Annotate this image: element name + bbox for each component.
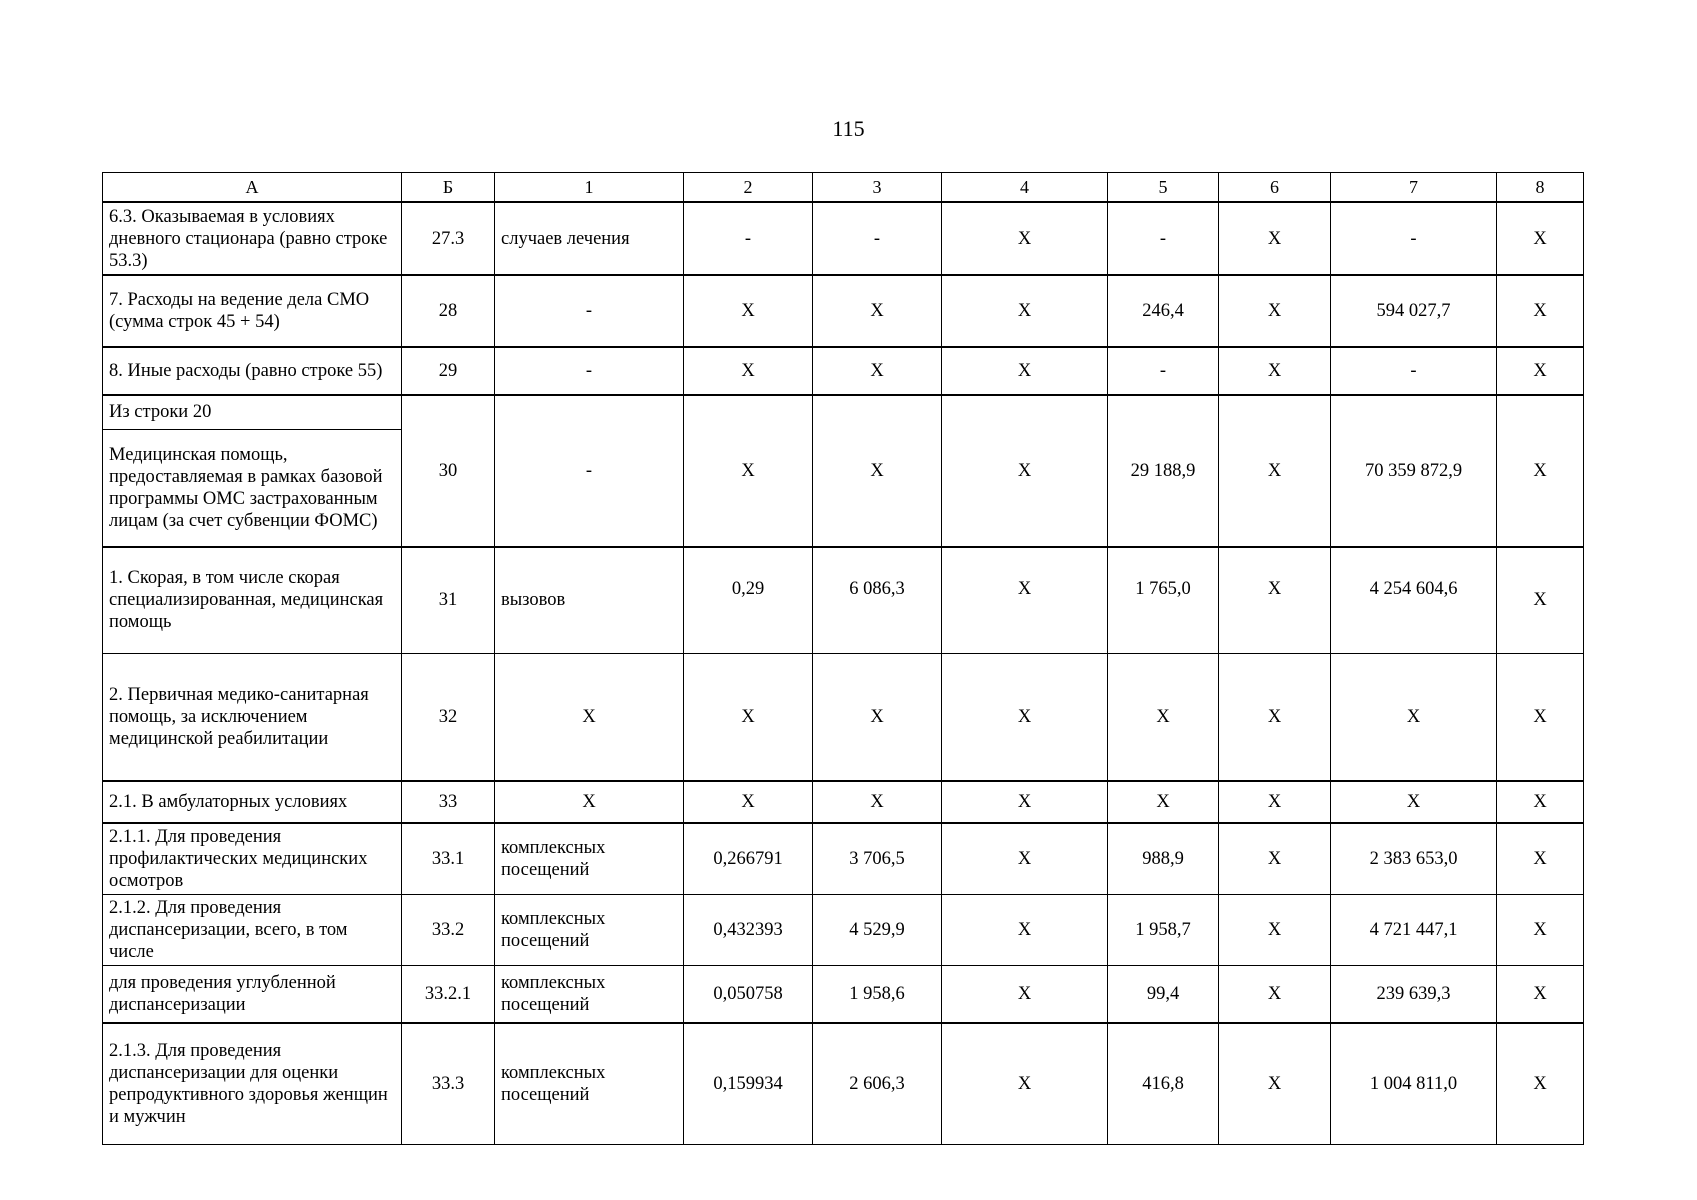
row-code: 33 [402,781,495,823]
row-unit: комплексных посещений [495,965,684,1023]
cell-col4: Х [942,275,1108,347]
cell-col6: Х [1219,202,1331,275]
table-row [103,781,1584,823]
cell-col3: Х [813,653,942,781]
cell-col4: Х [942,965,1108,1023]
cell-col6: Х [1219,275,1331,347]
row-name: 1. Скорая, в том числе скорая специализированная, медицинская помощь [103,547,402,653]
table-row [103,653,1584,781]
row-name: для проведения углубленной диспансеризации [103,965,402,1023]
cell-col7: - [1331,347,1497,395]
row-name: 7. Расходы на ведение дела СМО (сумма строк 45 + 54) [103,275,402,347]
row-code: 33.3 [402,1023,495,1144]
row-name: 8. Иные расходы (равно строке 55) [103,347,402,395]
cell-col4: Х [942,547,1108,653]
cell-col7: 1 004 811,0 [1331,1023,1497,1144]
cell-col3: Х [813,347,942,395]
cell-col8: Х [1497,894,1584,965]
data-table [102,172,1584,1145]
table-row [103,965,1584,1023]
cell-col8: Х [1497,202,1584,275]
cell-col7: 2 383 653,0 [1331,823,1497,894]
cell-col5: 1 765,0 [1108,547,1219,653]
cell-col6: Х [1219,823,1331,894]
cell-col6: Х [1219,894,1331,965]
header-cell: А [103,173,402,203]
row-name: Медицинская помощь, предоставляемая в рамках базовой программы ОМС застрахованным лицам (за счет субвенции ФОМС) [103,429,402,547]
cell-col7: 239 639,3 [1331,965,1497,1023]
header-cell: 8 [1497,173,1584,203]
row-unit: вызовов [495,547,684,653]
cell-col8: Х [1497,1023,1584,1144]
cell-col2: Х [684,347,813,395]
row-unit: - [495,275,684,347]
cell-col8: Х [1497,547,1584,653]
row-code: 33.2 [402,894,495,965]
cell-col3: 3 706,5 [813,823,942,894]
row-unit: Х [495,781,684,823]
row-unit: комплексных посещений [495,823,684,894]
row-code: 31 [402,547,495,653]
table-row [103,347,1584,395]
cell-col2: 0,29 [684,547,813,653]
cell-col8: Х [1497,347,1584,395]
row-code: 27.3 [402,202,495,275]
cell-col3: Х [813,275,942,347]
cell-col8: Х [1497,781,1584,823]
cell-col7: 70 359 872,9 [1331,395,1497,547]
cell-col4: Х [942,781,1108,823]
cell-col3: Х [813,395,942,547]
cell-col5: 29 188,9 [1108,395,1219,547]
cell-col4: Х [942,347,1108,395]
table-row [103,547,1584,653]
cell-col2: 0,432393 [684,894,813,965]
row-code: 29 [402,347,495,395]
cell-col8: Х [1497,275,1584,347]
row-code: 33.2.1 [402,965,495,1023]
cell-col3: Х [813,781,942,823]
cell-col3: 1 958,6 [813,965,942,1023]
row-code: 32 [402,653,495,781]
cell-col2: Х [684,395,813,547]
cell-col2: 0,050758 [684,965,813,1023]
row-unit: Х [495,653,684,781]
cell-col3: 2 606,3 [813,1023,942,1144]
header-cell: 2 [684,173,813,203]
cell-col8: Х [1497,823,1584,894]
cell-col7: Х [1331,781,1497,823]
cell-col5: 246,4 [1108,275,1219,347]
cell-col2: Х [684,653,813,781]
cell-col8: Х [1497,965,1584,1023]
cell-col4: Х [942,1023,1108,1144]
cell-col5: Х [1108,781,1219,823]
row-code: 28 [402,275,495,347]
row-name: 2.1.1. Для проведения профилактических медицинских осмотров [103,823,402,894]
header-cell: 5 [1108,173,1219,203]
cell-col3: - [813,202,942,275]
header-cell: 1 [495,173,684,203]
row-name: 6.3. Оказываемая в условиях дневного стационара (равно строке 53.3) [103,202,402,275]
cell-col6: Х [1219,1023,1331,1144]
cell-col2: 0,266791 [684,823,813,894]
row-name: 2.1.3. Для проведения диспансеризации для оценки репродуктивного здоровья женщин и мужчин [103,1023,402,1144]
row-prefix: Из строки 20 [103,395,402,429]
page-number: 115 [832,116,865,141]
table-row [103,395,1584,429]
cell-col7: 4 254 604,6 [1331,547,1497,653]
cell-col5: 988,9 [1108,823,1219,894]
cell-col7: 594 027,7 [1331,275,1497,347]
row-name: 2.1. В амбулаторных условиях [103,781,402,823]
header-row [103,173,1584,203]
header-cell: 4 [942,173,1108,203]
row-unit: случаев лечения [495,202,684,275]
cell-col5: 1 958,7 [1108,894,1219,965]
cell-col5: 99,4 [1108,965,1219,1023]
header-cell: Б [402,173,495,203]
row-unit: - [495,347,684,395]
cell-col6: Х [1219,965,1331,1023]
cell-col6: Х [1219,653,1331,781]
row-unit: комплексных посещений [495,1023,684,1144]
cell-col6: Х [1219,347,1331,395]
table-row [103,1023,1584,1144]
row-unit: комплексных посещений [495,894,684,965]
cell-col7: Х [1331,653,1497,781]
cell-col2: Х [684,781,813,823]
cell-col5: Х [1108,653,1219,781]
row-code: 33.1 [402,823,495,894]
cell-col3: 6 086,3 [813,547,942,653]
cell-col2: 0,159934 [684,1023,813,1144]
cell-col4: Х [942,202,1108,275]
cell-col6: Х [1219,395,1331,547]
cell-col8: Х [1497,653,1584,781]
cell-col5: 416,8 [1108,1023,1219,1144]
header-cell: 7 [1331,173,1497,203]
cell-col3: 4 529,9 [813,894,942,965]
row-name: 2. Первичная медико-санитарная помощь, за исключением медицинской реабилитации [103,653,402,781]
cell-col4: Х [942,894,1108,965]
cell-col4: Х [942,653,1108,781]
cell-col7: 4 721 447,1 [1331,894,1497,965]
cell-col7: - [1331,202,1497,275]
cell-col4: Х [942,823,1108,894]
cell-col6: Х [1219,781,1331,823]
table-row [103,275,1584,347]
header-cell: 3 [813,173,942,203]
cell-col4: Х [942,395,1108,547]
row-name: 2.1.2. Для проведения диспансеризации, всего, в том числе [103,894,402,965]
table-row [103,202,1584,275]
table-row [103,894,1584,965]
cell-col2: Х [684,275,813,347]
cell-col5: - [1108,347,1219,395]
cell-col2: - [684,202,813,275]
row-code: 30 [402,395,495,547]
cell-col5: - [1108,202,1219,275]
table-row [103,823,1584,894]
row-unit: - [495,395,684,547]
cell-col6: Х [1219,547,1331,653]
header-cell: 6 [1219,173,1331,203]
cell-col8: Х [1497,395,1584,547]
